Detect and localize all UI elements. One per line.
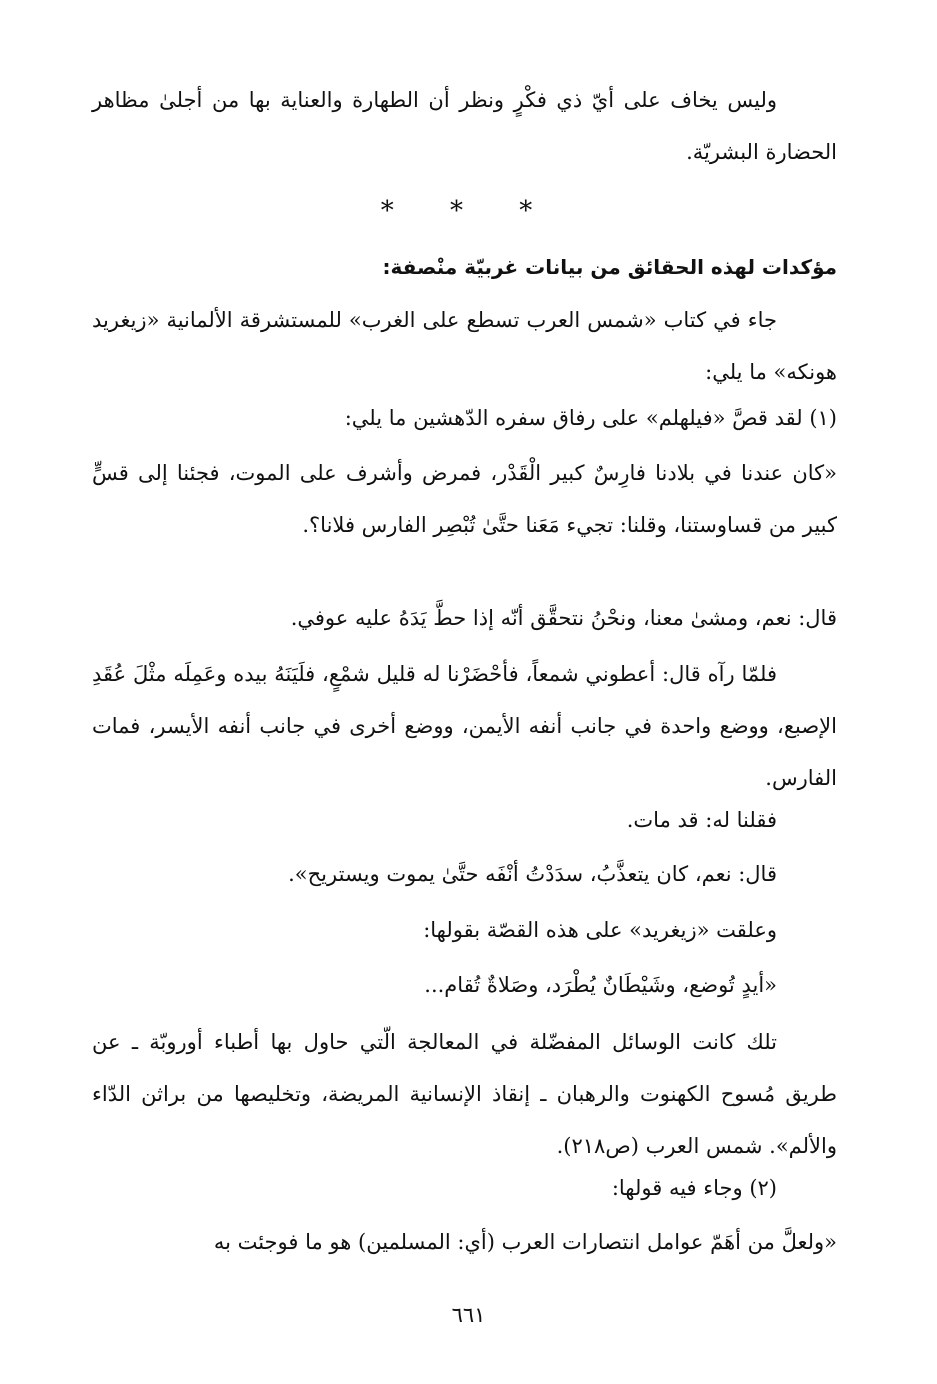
numbered-item-2: (٢) وجاء فيه قولها: — [611, 1176, 777, 1200]
numbered-item-1: (١) لقد قصَّ «فيلهلم» على رفاق سفره الدّهشين ما يلي: — [344, 406, 837, 430]
quote-line-he-died: فقلنا له: قد مات. — [626, 808, 777, 832]
quote-paragraph-candle: فلمّا رآه قال: أعطوني شمعاً، فأحْضَرْنا له قليل شمْعٍ، فلَيَنَهُ بيده وعَمِلَه مثْلَ عُقَدِ الإصبع، ووضع واحدة في جانب أنفه الأيمن، ووضع أخرى في جانب أنفه الأيسر، فمات الفارس. — [92, 662, 837, 790]
quote-line-priest-reply: قال: نعم، ومشىٰ معنا، ونحْنُ نتحقَّق أنّه إذا حطَّ يَدَهُ عليه عوفي. — [290, 606, 837, 630]
quote-line-hands: «أيدٍ تُوضع، وشَيْطَانٌ يُطْرَد، وصَلاةٌ تُقام... — [424, 973, 777, 997]
paragraph-book-reference: جاء في كتاب «شمس العرب تسطع على الغرب» للمستشرقة الألمانية «زيغريد هونكه» ما يلي: — [92, 308, 837, 384]
commentary-intro-line: وعلقت «زيغريد» على هذه القصّة بقولها: — [423, 918, 777, 942]
opening-paragraph: وليس يخاف على أيّ ذي فكْرٍ ونظر أن الطهارة والعناية بها من أجلىٰ مظاهر الحضارة البشريّة. — [92, 88, 837, 164]
quote-line-suffering: قال: نعم، كان يتعذَّبُ، سدَدْتُ أنْفَه حتَّىٰ يموت ويستريح». — [288, 862, 777, 886]
quote-line-arab-victories: «ولعلَّ من أهَمّ عوامل انتصارات العرب (أي: المسلمين) هو ما فوجئت به — [213, 1230, 837, 1254]
section-separator: * * * — [380, 196, 557, 226]
quote-paragraph-knight: «كان عندنا في بلادنا فارِسٌ كبير الْقَدْر، فمرض وأشرف على الموت، فجئنا إلى قسٍّ كبير من قساوستنا، وقلنا: تجيء مَعَنا حتَّىٰ تُبْصِر الفارس فلانا؟. — [92, 461, 837, 537]
section-heading: مؤكدات لهذه الحقائق من بيانات غربيّة منْصفة: — [382, 255, 837, 279]
page-number: ٦٦١ — [451, 1303, 486, 1327]
paragraph-european-doctors: تلك كانت الوسائل المفضّلة في المعالجة الّتي حاول بها أطباء أوروبّة ـ عن طريق مُسوح الكهنوت والرهبان ـ إنقاذ الإنسانية المريضة، وتخليصها من براثن الدّاء والألم». شمس العرب (ص٢١٨). — [92, 1030, 837, 1158]
